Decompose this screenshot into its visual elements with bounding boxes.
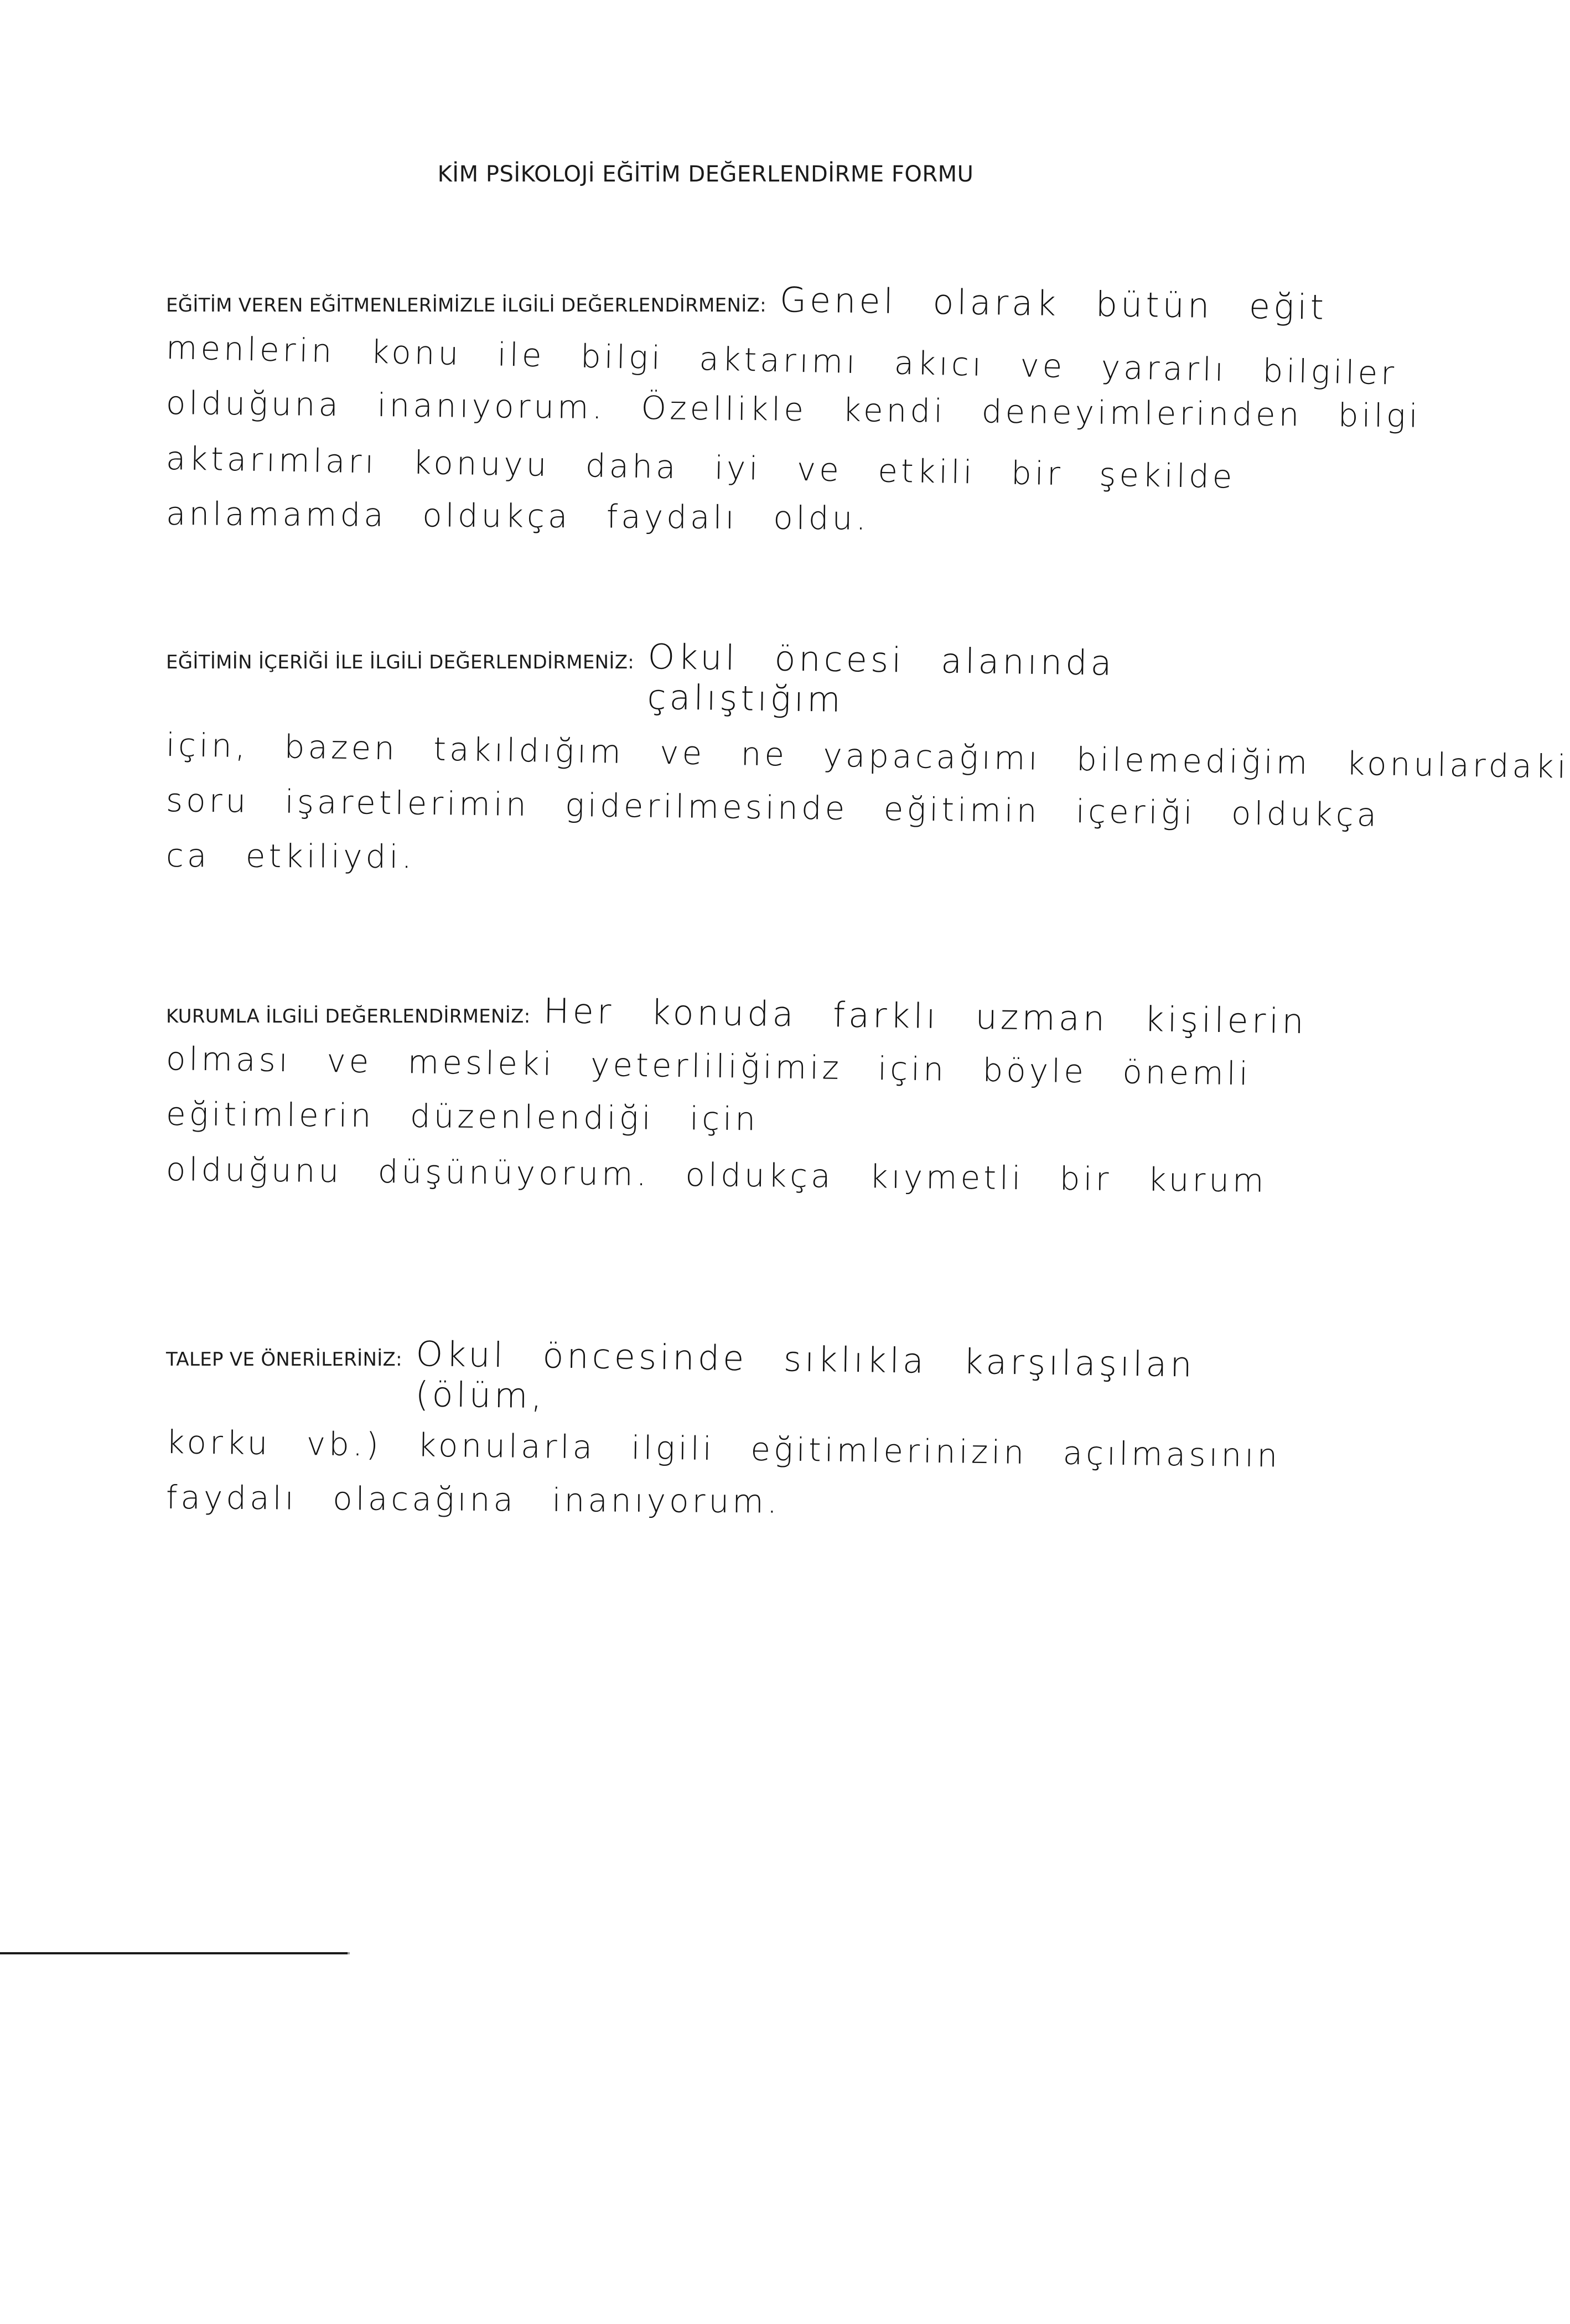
handwritten-line: aktarımları konuyu daha iyi ve etkili bir şekilde [165,439,1236,496]
section-label: EĞİTİMİN İÇERİĞİ İLE İLGİLİ DEĞERLENDİRMENİZ: [166,651,635,673]
handwritten-line: anlamamda oldukça faydalı oldu. [165,495,870,537]
section-label: KURUMLA İLGİLİ DEĞERLENDİRMENİZ: [166,1005,531,1028]
section-institution [165,990,1345,1200]
section-content [165,636,1570,883]
section-first-line [166,636,1345,720]
section-first-line [166,990,1345,1042]
handwritten-line: soru işaretlerimin giderilmesinde eğitimin içeriği oldukça [165,781,1380,834]
handwritten-line: menlerin konu ile bilgi aktarımı akıcı ve yararlı bilgiler [165,329,1398,392]
footer-rule [0,1952,349,1954]
section-first-line [166,1334,1345,1417]
handwritten-line: için, bazen takıldığım ve ne yapacağımı bilemediğim konulardaki [165,726,1570,786]
handwritten-line: korku vb.) konularla ilgili eğitimlerinizin açılmasının [165,1423,1281,1475]
footer-rule-dot [348,1952,350,1954]
handwritten-line: faydalı olacağına inanıyorum. [165,1479,781,1521]
section-trainers [165,279,1422,541]
handwritten-line: Genel olarak bütün eğit [779,279,1328,328]
handwritten-line: olduğunu düşünüyorum. oldukça kıymetli bir kurum [165,1150,1267,1200]
handwritten-line: Okul öncesinde sıklıkla karşılaşılan (ölüm, [414,1334,1196,1417]
section-label: TALEP VE ÖNERİLERİNİZ: [166,1348,402,1371]
handwritten-line: ca etkiliydi. [165,837,416,876]
section-first-line [166,279,1345,328]
section-requests [166,1334,1345,1525]
handwritten-line: eğitimlerin düzenlendiği için [165,1095,759,1138]
handwritten-line: olması ve mesleki yeterliliğimiz için böyle önemli [165,1040,1252,1093]
form-title: KİM PSİKOLOJİ EĞİTİM DEĞERLENDİRME FORMU [437,162,974,187]
handwritten-line: olduğuna inanıyorum. Özellikle kendi deneyimlerinden bilgi [165,384,1422,435]
handwritten-line: Her konuda farklı uzman kişilerin [543,990,1308,1042]
section-label: EĞİTİM VEREN EĞİTMENLERİMİZLE İLGİLİ DEĞERLENDİRMENİZ: [166,294,766,317]
handwritten-line: Okul öncesi alanında çalıştığım [647,636,1116,720]
